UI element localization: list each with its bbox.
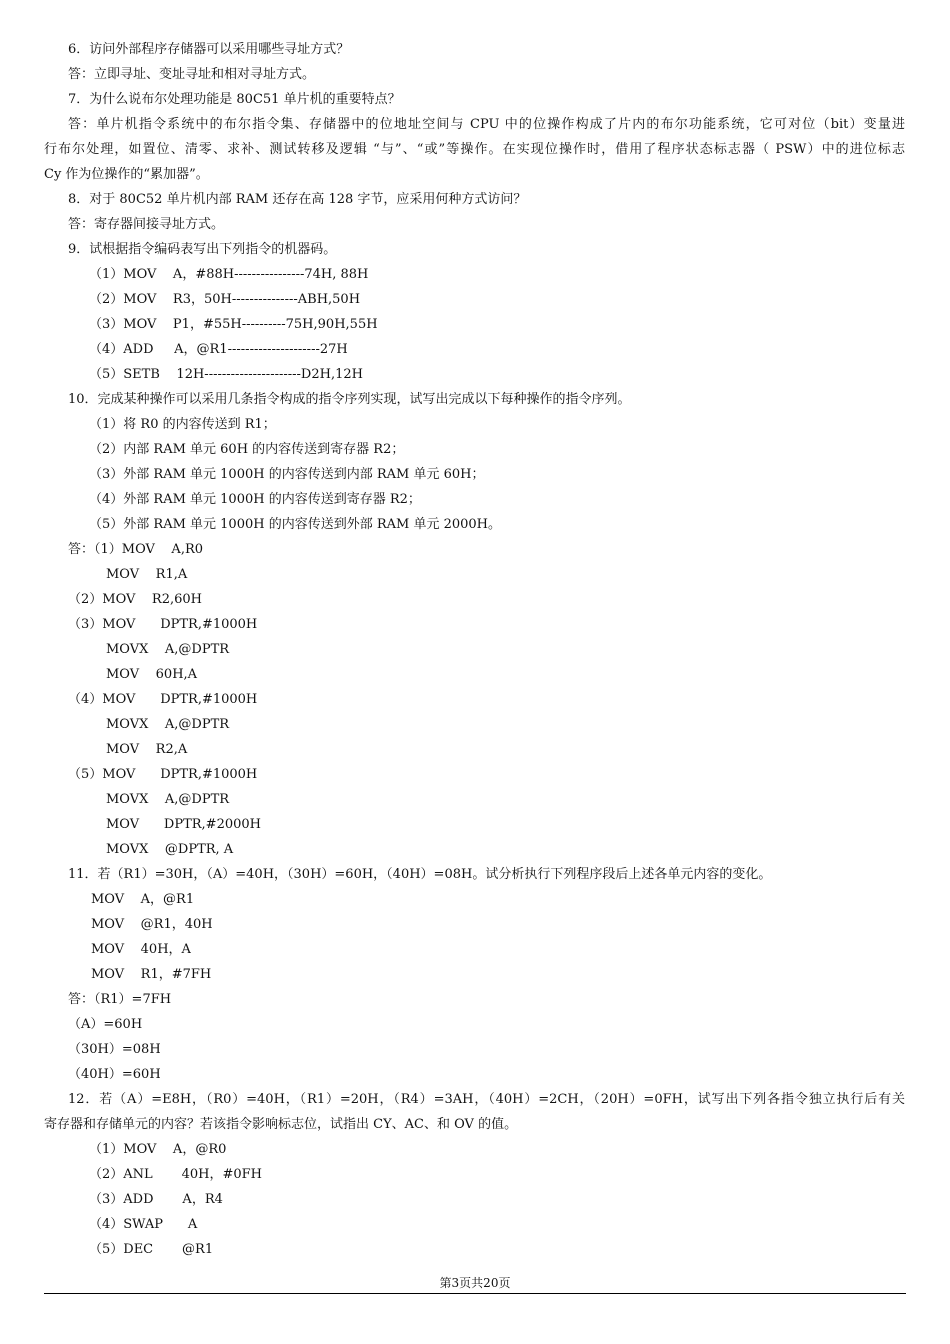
question-12-item-4: （4）SWAP A	[89, 1217, 198, 1232]
question-11-code-1: MOV A，@R1	[91, 892, 195, 907]
question-11-code-2: MOV @R1，40H	[91, 917, 213, 932]
question-12-item-2: （2）ANL 40H，#0FH	[89, 1167, 262, 1182]
answer-11-line-4: （40H）=60H	[68, 1067, 161, 1082]
question-8: 8．对于 80C52 单片机内部 RAM 还存在高 128 字节，应采用何种方式访问？	[68, 192, 527, 207]
answer-10-5-line-1: （5）MOV DPTR,#1000H	[68, 767, 258, 782]
answer-11-line-3: （30H）=08H	[68, 1042, 161, 1057]
answer-7-line-2: 行布尔处理，如置位、清零、求补、测试转移及逻辑 “与”、“或”等操作。在实现位操作时，借用了程序状态标志器（ PSW）中的进位标志	[44, 142, 905, 157]
answer-6: 答：立即寻址、变址寻址和相对寻址方式。	[68, 67, 316, 82]
answer-10-5-line-2: MOVX A,@DPTR	[106, 792, 230, 807]
question-9: 9．试根据指令编码表写出下列指令的机器码。	[68, 242, 337, 257]
question-6: 6．访问外部程序存储器可以采用哪些寻址方式？	[68, 42, 350, 57]
answer-10-3-line-2: MOVX A,@DPTR	[106, 642, 230, 657]
question-9-item-3: （3）MOV P1，#55H----------75H,90H,55H	[89, 317, 378, 332]
question-10-item-1: （1）将 R0 的内容传送到 R1；	[89, 417, 276, 432]
answer-11-line-2: （A）=60H	[68, 1017, 143, 1032]
answer-10-4-line-3: MOV R2,A	[106, 742, 188, 757]
answer-8: 答：寄存器间接寻址方式。	[68, 217, 225, 232]
question-12-item-1: （1）MOV A，@R0	[89, 1142, 227, 1157]
answer-10-3-line-3: MOV 60H,A	[106, 667, 198, 682]
answer-10-5-line-4: MOVX @DPTR, A	[106, 842, 234, 857]
answer-10-4-line-2: MOVX A,@DPTR	[106, 717, 230, 732]
page-number: 第3页共20页	[439, 1276, 511, 1290]
question-9-item-2: （2）MOV R3，50H---------------ABH,50H	[89, 292, 361, 307]
answer-10-1-line-1: 答：（1）MOV A,R0	[68, 542, 204, 557]
question-12-item-3: （3）ADD A，R4	[89, 1192, 223, 1207]
question-10: 10．完成某种操作可以采用几条指令构成的指令序列实现，试写出完成以下每种操作的指令序列。	[68, 392, 631, 407]
answer-7-line-1: 答：单片机指令系统中的布尔指令集、存储器中的位地址空间与 CPU 中的位操作构成了片内的布尔功能系统，它可对位（bit）变量进	[68, 117, 905, 132]
question-11: 11．若（R1）=30H，（A）=40H，（30H）=60H，（40H）=08H。试分析执行下列程序段后上述各单元内容的变化。	[68, 867, 772, 882]
question-10-item-2: （2）内部 RAM 单元 60H 的内容传送到寄存器 R2；	[89, 442, 405, 457]
answer-10-1-line-2: MOV R1,A	[106, 567, 188, 582]
question-12-item-5: （5）DEC @R1	[89, 1242, 214, 1257]
question-10-item-4: （4）外部 RAM 单元 1000H 的内容传送到寄存器 R2；	[89, 492, 421, 507]
question-9-item-4: （4）ADD A，@R1---------------------27H	[89, 342, 348, 357]
question-10-item-5: （5）外部 RAM 单元 1000H 的内容传送到外部 RAM 单元 2000H。	[89, 517, 502, 532]
answer-11-line-1: 答：（R1）=7FH	[68, 992, 172, 1007]
question-12-line-2: 寄存器和存储单元的内容？若该指令影响标志位，试指出 CY、AC、和 OV 的值。	[44, 1117, 518, 1132]
question-12-line-1: 12．若（A）=E8H，（R0）=40H，（R1）=20H，（R4）=3AH，（40H）=2CH，（20H）=0FH，试写出下列各指令独立执行后有关	[68, 1092, 905, 1107]
answer-10-3-line-1: （3）MOV DPTR,#1000H	[68, 617, 258, 632]
question-11-code-4: MOV R1，#7FH	[91, 967, 212, 982]
question-11-code-3: MOV 40H，A	[91, 942, 191, 957]
answer-7-line-3: Cy 作为位操作的“累加器”。	[44, 167, 209, 182]
answer-10-2: （2）MOV R2,60H	[68, 592, 202, 607]
question-9-item-5: （5）SETB 12H----------------------D2H,12H	[89, 367, 363, 382]
answer-10-4-line-1: （4）MOV DPTR,#1000H	[68, 692, 258, 707]
footer-divider	[44, 1293, 906, 1294]
question-7: 7．为什么说布尔处理功能是 80C51 单片机的重要特点？	[68, 92, 401, 107]
question-10-item-3: （3）外部 RAM 单元 1000H 的内容传送到内部 RAM 单元 60H；	[89, 467, 485, 482]
answer-10-5-line-3: MOV DPTR,#2000H	[106, 817, 261, 832]
question-9-item-1: （1）MOV A，#88H----------------74H, 88H	[89, 267, 369, 282]
